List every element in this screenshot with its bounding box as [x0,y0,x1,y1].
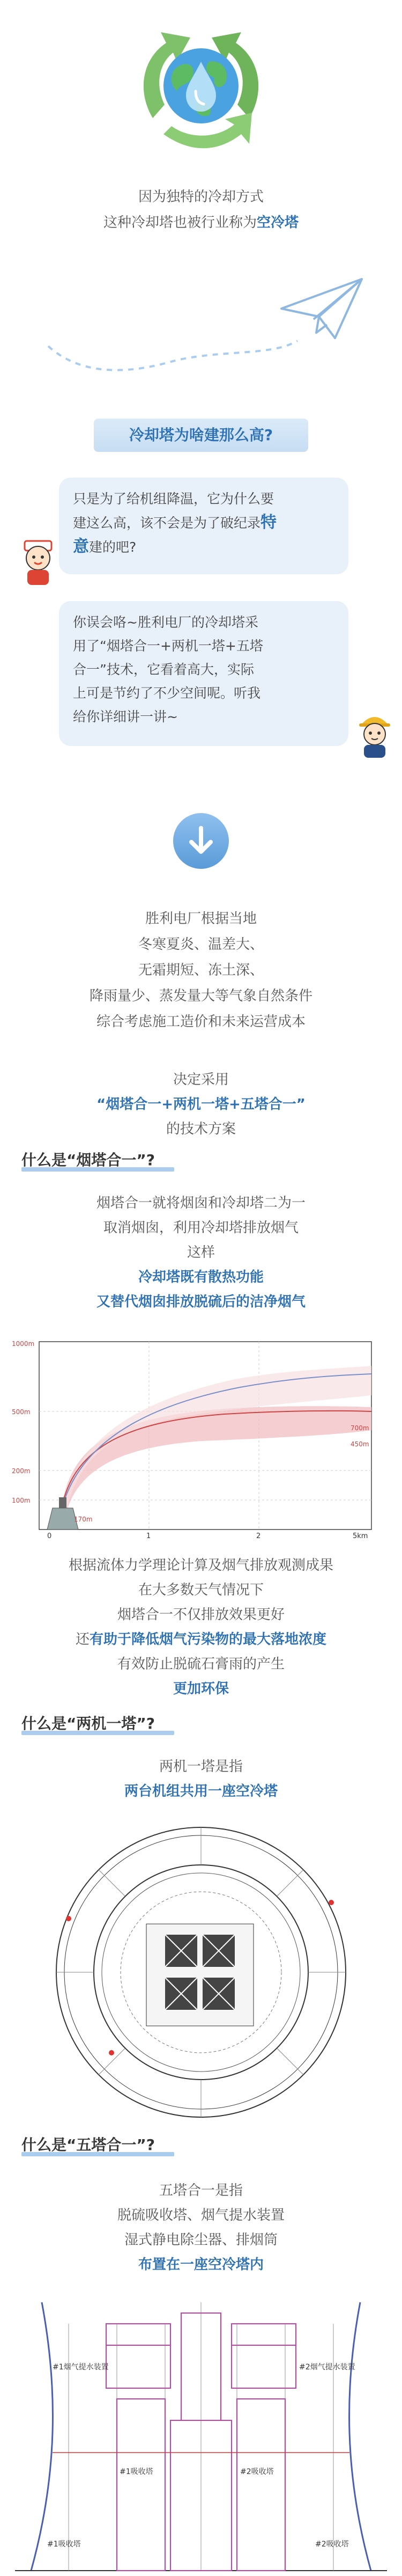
y-label-100: 100m [12,1497,31,1504]
result-line-6: 更加环保 [173,1681,229,1697]
conditions-line-3: 无霜期短、冻土深、 [138,962,264,978]
right-label-450: 450m [351,1440,369,1448]
section-1-title: 什么是“烟塔合一”? [21,1151,155,1169]
result-line-4 [0,1628,402,1651]
sec2-line-2: 两台机组共用一座空冷塔 [124,1783,278,1799]
result-line-3: 烟塔合一不仅排放效果更好 [117,1607,285,1623]
recycle-globe-illustration [115,5,287,166]
y-label-200: 200m [12,1467,31,1475]
right-label-700: 700m [351,1424,369,1432]
bubble-a-line-5: 给你详细讲一讲~ [73,709,178,724]
cartoon-avatar-left [17,537,59,588]
conditions-line-5: 综合考虑施工造价和未来运营成本 [96,1014,306,1030]
y-label-1000: 1000m [12,1340,35,1348]
result-line-5: 有效防止脱硫石膏雨的产生 [117,1656,285,1672]
elev-label-right-bot: #2吸收塔 [315,2540,349,2549]
sec1-line-1: 烟塔合一就将烟囱和冷却塔二为一 [96,1195,306,1211]
conditions-line-2: 冬寒夏炎、温差大、 [138,936,264,953]
sec1-line-3: 这样 [187,1245,215,1261]
result-line-4-pre: 还 [75,1631,90,1648]
cooling-tower-plan-diagram [10,1822,392,2123]
plume-diagram [10,1336,392,1540]
elev-label-right-top: #2烟气提水装置 [299,2363,355,2372]
conditions-line-1: 胜利电厂根据当地 [145,911,257,927]
bubble-q-line-1: 只是为了给机组降温，它为什么要 [73,491,274,507]
x-label-2: 2 [256,1532,261,1540]
down-arrow-icon [173,813,229,869]
bubble-q-highlight: 特 [260,513,277,532]
intro-line-1: 因为独特的冷却方式 [138,189,264,205]
cooling-tower-elevation-diagram [10,2292,392,2573]
bubble-a-line-4: 上可是节约了不少空间呢。听我 [73,685,261,701]
bubble-a-line-2: 用了“烟塔合一+两机一塔+五塔 [73,638,263,654]
sec3-line-2: 脱硫吸收塔、烟气提水装置 [117,2207,285,2223]
intro-line-2 [0,211,402,235]
bubble-q-highlight-2: 意 [73,537,89,556]
result-highlight: 有助于降低烟气污染物的最大落地浓度 [90,1631,327,1648]
section-2-title: 什么是“两机一塔”? [21,1715,155,1732]
y-label-170: 170m [74,1516,93,1523]
y-label-500: 500m [12,1408,31,1416]
banner-title: 冷却塔为啥建那么高? [129,426,273,444]
decision-line-2: “烟塔合一+两机一塔+五塔合一” [96,1096,306,1113]
x-label-5km: 5km [353,1532,368,1540]
bubble-a-line-1: 你误会咯~胜利电厂的冷却塔采 [73,614,258,630]
section-banner [94,419,308,452]
bubble-q-line-3 [73,535,334,559]
result-line-2: 在大多数天气情况下 [138,1582,264,1598]
intro-highlight: 空冷塔 [257,215,299,231]
sec3-line-4: 布置在一座空冷塔内 [138,2257,264,2273]
sec3-line-3: 湿式静电除尘器、排烟筒 [124,2232,278,2248]
x-label-1: 1 [146,1532,151,1540]
bubble-a-line-3: 合一”技术，它看着高大，实际 [73,662,254,677]
decision-line-1: 决定采用 [173,1072,229,1088]
sec3-line-1: 五塔合一是指 [159,2183,243,2199]
sec1-line-5: 又替代烟囱排放脱硫后的洁净烟气 [96,1294,306,1310]
elev-label-left-top: #1烟气提水装置 [53,2363,109,2372]
bubble-q-text: 建这么高，该不会是为了破纪录 [73,515,261,531]
sec2-line-1: 两机一塔是指 [159,1759,243,1775]
intro-line-2-text: 这种冷却塔也被行业称为 [103,215,257,231]
sec1-line-4: 冷却塔既有散热功能 [138,1269,264,1285]
x-label-0: 0 [47,1532,52,1540]
decision-line-3: 的技术方案 [166,1121,236,1137]
worker-avatar-right [354,708,396,759]
result-line-1: 根据流体力学理论计算及烟气排放观测成果 [68,1557,333,1574]
elev-label-left-mid: #1吸收塔 [120,2468,153,2476]
chat-bubble-question [59,478,348,574]
elev-label-left-bot: #1吸收塔 [47,2540,81,2549]
section-3-title: 什么是“五塔合一”? [21,2136,155,2154]
dashed-trail [46,330,346,378]
chat-bubble-answer [59,601,348,746]
bubble-q-text-3: 建的吧? [89,539,137,555]
sec1-line-2: 取消烟囱，利用冷却塔排放烟气 [103,1220,299,1236]
conditions-line-4: 降雨量少、蒸发量大等气象自然条件 [89,988,312,1004]
bubble-q-line-2 [73,511,334,535]
elev-label-right-mid: #2吸收塔 [240,2468,274,2476]
